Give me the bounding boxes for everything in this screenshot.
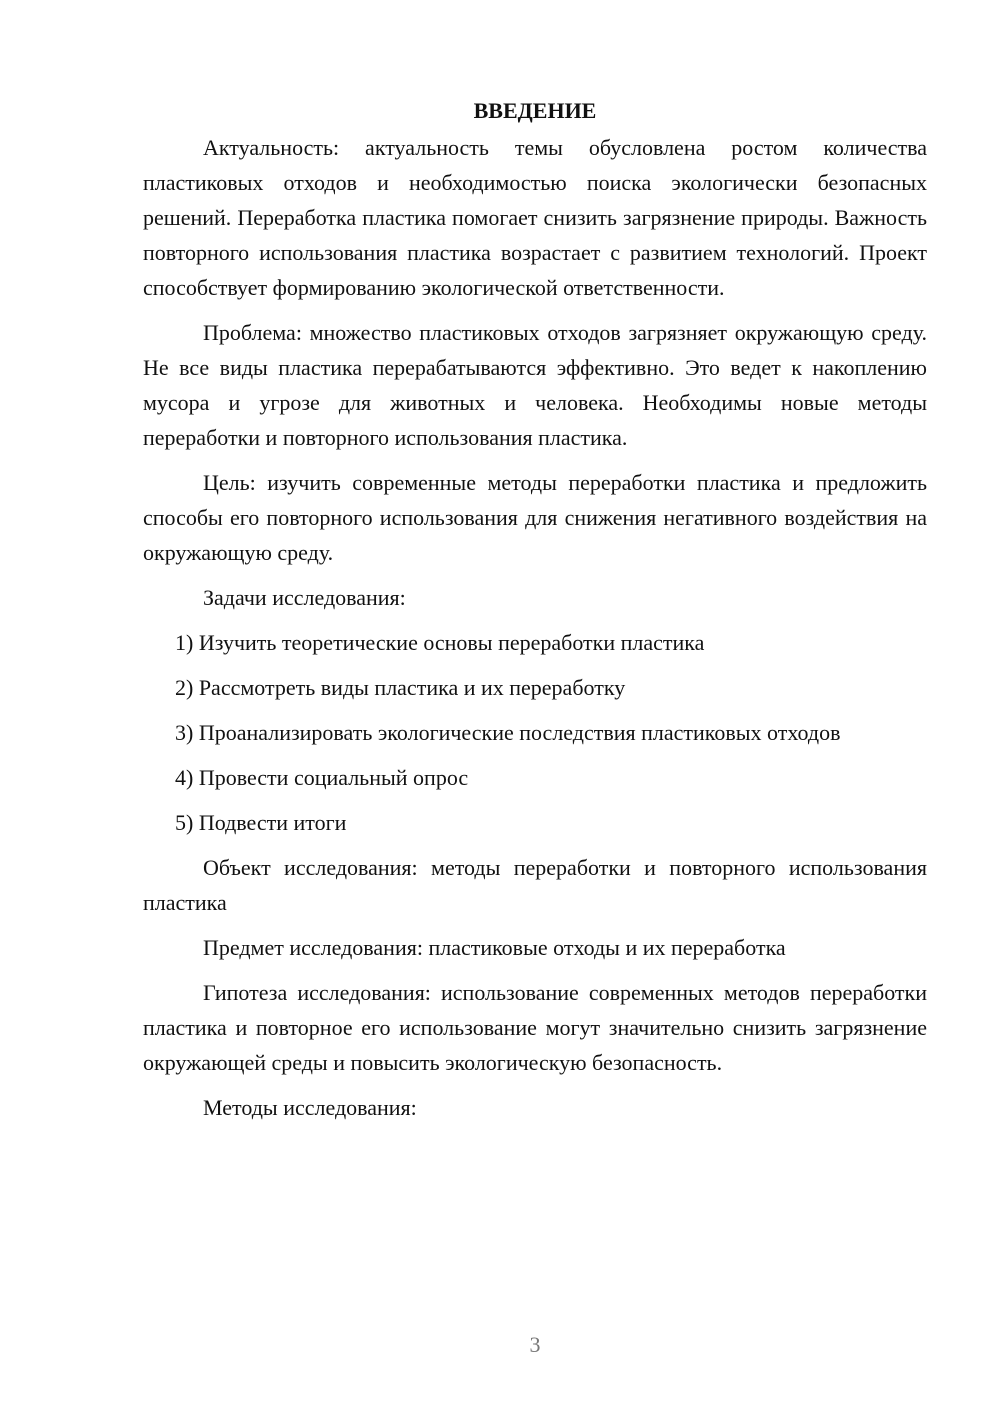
page-title: ВВЕДЕНИЕ (473, 98, 597, 123)
task-item-1: 1) Изучить теоретические основы переработки пластика (175, 630, 705, 655)
page-number: 3 (529, 1332, 541, 1357)
task-item-4: 4) Провести социальный опрос (175, 765, 469, 790)
task-item-3: 3) Проанализировать экологические последствия пластиковых отходов (175, 720, 841, 745)
task-item-5: 5) Подвести итоги (175, 810, 347, 835)
goal-paragraph: Цель: изучить современные методы переработки пластика и предложить способы его повторного использования для снижения негативного воздействия на окружающую среду. (143, 470, 927, 565)
task-item-2: 2) Рассмотреть виды пластика и их переработку (175, 675, 626, 700)
hypothesis-paragraph: Гипотеза исследования: использование современных методов переработки пластика и повторное его использование могут значительно снизить загрязнение окружающей среды и повысить экологическую безопасность. (143, 980, 927, 1075)
relevance-paragraph: Актуальность: актуальность темы обусловлена ростом количества пластиковых отходов и необходимостью поиска экологически безопасных решений. Переработка пластика помогает снизить загрязнение природы. Важность повторного использования пластика возрастает с развитием технологий. Проект способствует формированию экологической ответственности. (143, 135, 927, 300)
methods-heading: Методы исследования: (203, 1095, 417, 1120)
subject-paragraph: Предмет исследования: пластиковые отходы и их переработка (203, 935, 786, 960)
problem-paragraph: Проблема: множество пластиковых отходов загрязняет окружающую среду. Не все виды пластика перерабатываются эффективно. Это ведет к накоплению мусора и угрозе для животных и человека. Необходимы новые методы переработки и повторного использования пластика. (143, 320, 927, 450)
document-page (143, 93, 927, 1135)
tasks-heading: Задачи исследования: (203, 585, 406, 610)
object-paragraph: Объект исследования: методы переработки и повторного использования пластика (143, 855, 927, 915)
